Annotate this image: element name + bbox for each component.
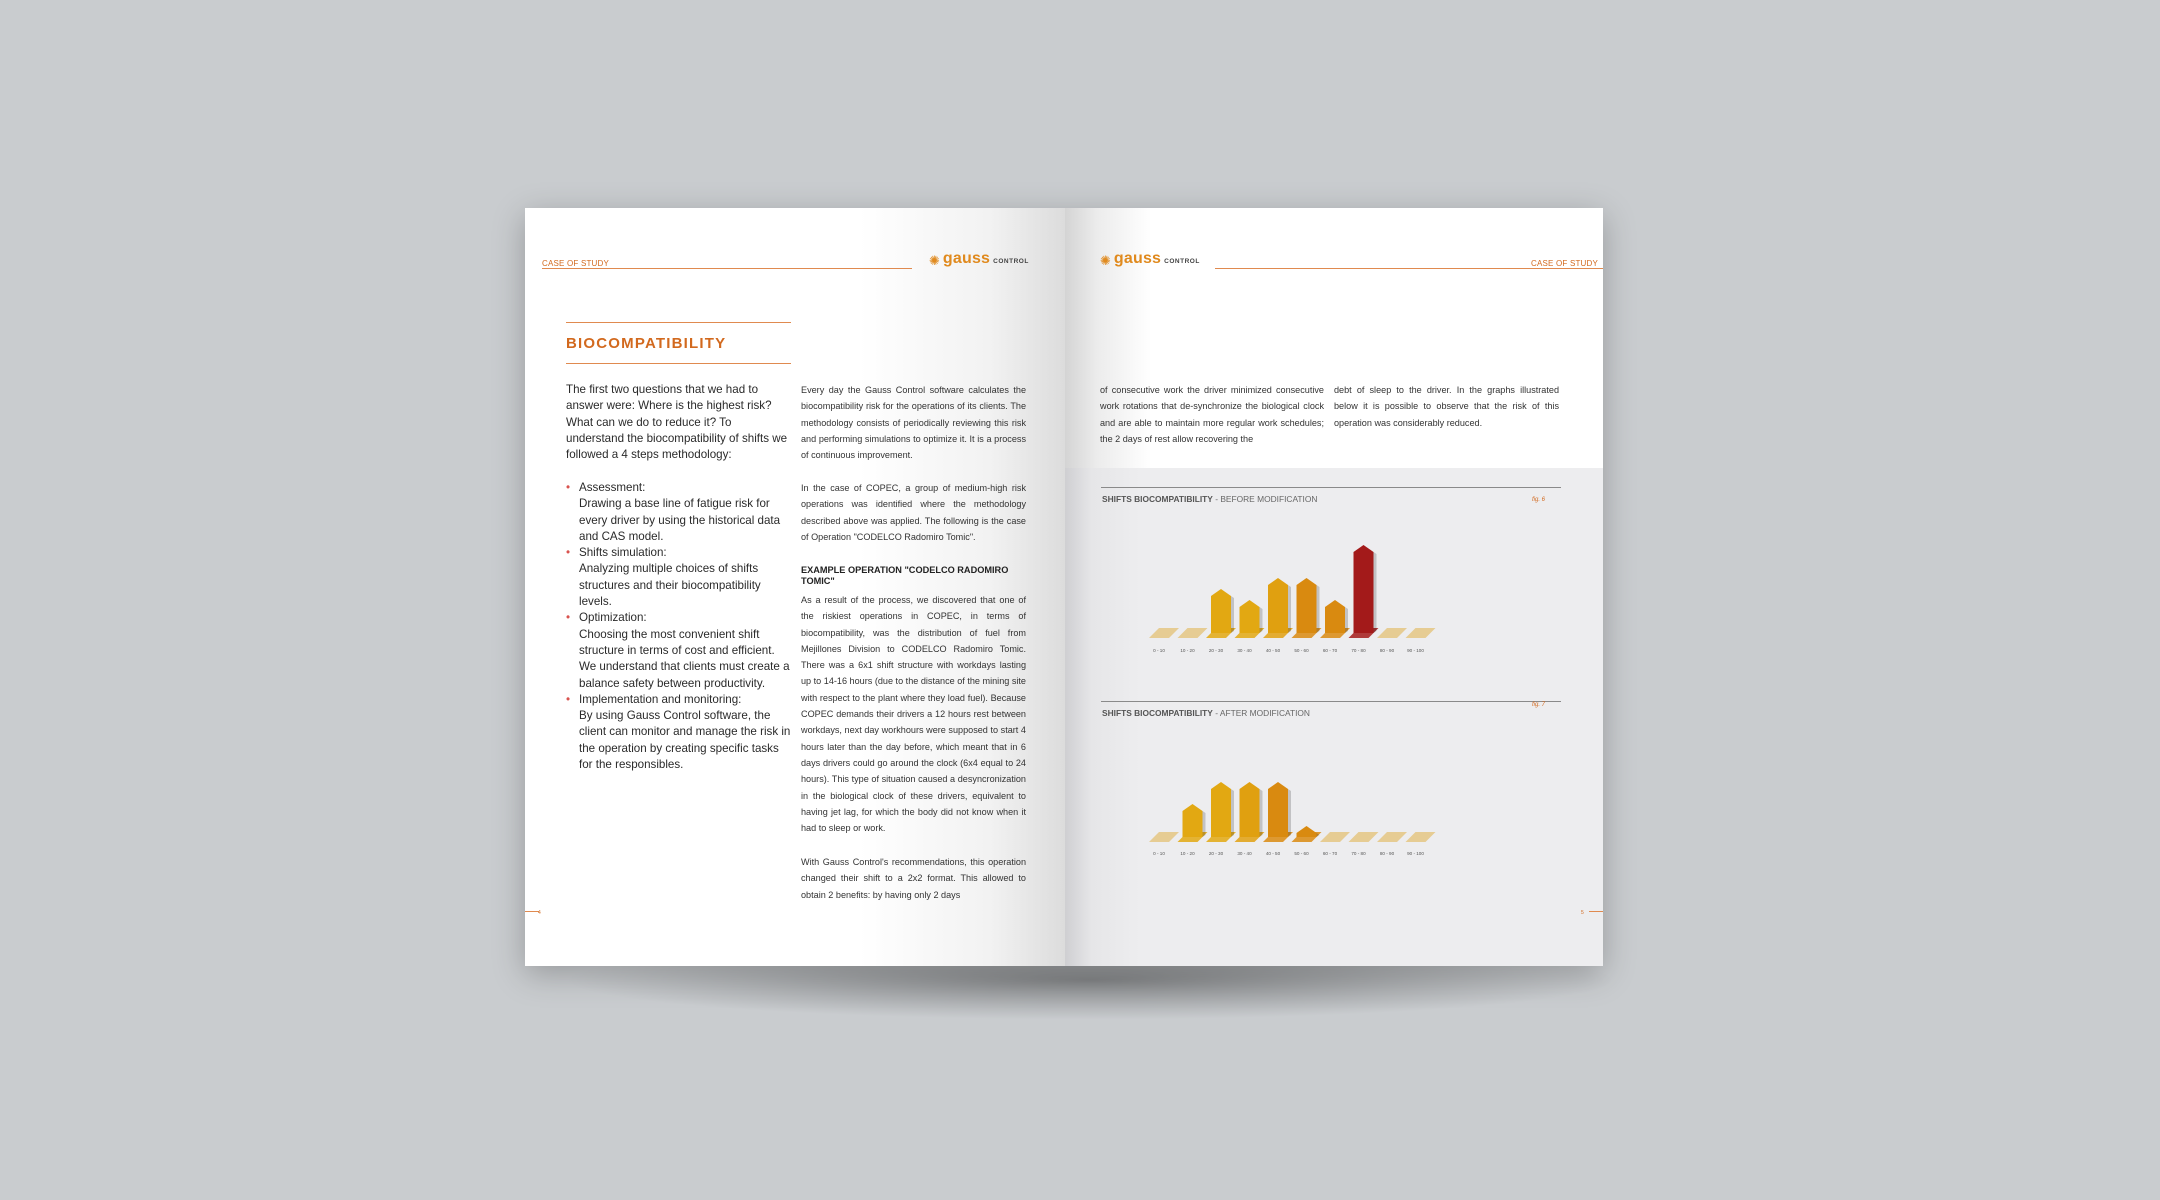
chart-bar: [1268, 782, 1288, 837]
chart2-title-rest: - AFTER MODIFICATION: [1212, 708, 1310, 718]
chart1-title-bold: SHIFTS BIOCOMPATIBILITY: [1102, 494, 1213, 504]
brochure-spread: [525, 208, 1603, 966]
chart-tick-label: 20 - 30: [1208, 851, 1224, 856]
right-col2-paragraph: debt of sleep to the driver. In the graphs illustrated below it is possible to observe that the risk of this operation was considerably reduced.: [1334, 385, 1559, 428]
list-item-body: Drawing a base line of fatigue risk for every driver by using the historical data and CAS model.: [579, 497, 781, 543]
right-page: [1065, 208, 1603, 966]
gauss-logo: [1100, 251, 1200, 267]
chart-floor-tile: [1406, 832, 1436, 842]
title-rule-bottom: [566, 363, 791, 364]
chart-bar: [1354, 545, 1374, 633]
chart2-fig-label: fig. 7: [1532, 702, 1546, 708]
col2-paragraph-3: As a result of the process, we discovered that one of the riskiest operations in COPEC, in terms of biocompatibility, was the distribution of fuel from Mejillones Division to CODELCO Radomiro Tomic. There was a 6x1 shift structure with workdays lasting up to 14-16 hours (due to the distance of the mining site with respect to the plant where they load fuel). Because COPEC demands their drivers a 12 hours rest between workdays, next day workhours were supposed to start 4 hours later than the day before, which meant that in 6 days drivers could go around the clock (6x4 equal to 24 hours). This type of situation caused a desyncronization in the biological clock of these drivers, equivalent to having jet lag, for which the body did not know when it had to sleep or work.: [801, 595, 1026, 834]
chart-floor-tile: [1377, 832, 1407, 842]
chart-tick-label: 90 - 100: [1407, 648, 1424, 653]
chart-tick-label: 40 - 50: [1265, 648, 1281, 653]
header-label: CASE OF STUDY: [1531, 259, 1599, 268]
chart1-title-rest: - BEFORE MODIFICATION: [1212, 494, 1318, 504]
col2-paragraph-2: In the case of COPEC, a group of medium-high risk operations was identified where the methodology described above was applied. The following is the case of Operation "CODELCO Radomiro Tomic".: [801, 483, 1026, 542]
chart-bar-side: [1203, 811, 1206, 837]
chart-bar-side: [1260, 607, 1263, 633]
chart-floor-tile: [1349, 832, 1379, 842]
chart-bar-side: [1231, 596, 1234, 633]
footer-rule: [1589, 911, 1603, 912]
logo-sub: CONTROL: [1164, 257, 1200, 265]
intro-paragraph: The first two questions that we had to answer were: Where is the highest risk? What can we do to reduce it? To understand the biocompatibility of shifts we followed a 4 steps methodology:: [566, 383, 788, 462]
bullet-icon: •: [566, 481, 571, 494]
section-title: BIOCOMPATIBILITY: [566, 335, 727, 352]
chart-tick-label: 90 - 100: [1407, 851, 1424, 856]
chart-tick-label: 60 - 70: [1322, 851, 1338, 856]
chart-tick-label: 60 - 70: [1322, 648, 1338, 653]
chart-bar: [1297, 578, 1317, 633]
left-page: [525, 208, 1065, 966]
chart2-title-bold: SHIFTS BIOCOMPATIBILITY: [1102, 708, 1213, 718]
chart-tick-label: 70 - 80: [1351, 851, 1366, 856]
chart2-title: [1102, 708, 1310, 718]
chart-bar-side: [1374, 552, 1377, 633]
chart-tick-label: 0 - 10: [1153, 851, 1165, 856]
chart-tick-label: 10 - 20: [1180, 648, 1195, 653]
bullet-icon: •: [566, 692, 571, 706]
list-item-head: Assessment:: [579, 481, 646, 494]
header-label: CASE OF STUDY: [542, 259, 610, 268]
chart-floor-tile: [1320, 832, 1350, 842]
list-item: [566, 610, 794, 691]
chart-bar-side: [1288, 789, 1291, 837]
list-item-body: Analyzing multiple choices of shifts structures and their biocompatibility levels.: [579, 562, 761, 609]
chart-floor-tile: [1406, 628, 1436, 638]
methodology-list: [566, 480, 794, 773]
list-item-body: Choosing the most convenient shift structure in terms of cost and efficient. We understand that clients must create a balance safety between productivity.: [579, 627, 790, 690]
logo-word: gauss: [1113, 250, 1162, 267]
chart-bar: [1183, 804, 1203, 837]
right-col1-paragraph: of consecutive work the driver minimized consecutive work rotations that de-synchronize the biological clock and are able to maintain more regular work schedules; the 2 days of rest allow recovering the: [1100, 385, 1324, 444]
chart-before: [1145, 528, 1475, 656]
list-item: [566, 545, 794, 610]
chart-tick-label: 20 - 30: [1208, 648, 1224, 653]
chart-tick-label: 40 - 50: [1265, 851, 1281, 856]
header-rule: [542, 268, 912, 269]
chart-bar: [1297, 826, 1317, 837]
list-item-head: Shifts simulation:: [579, 546, 667, 560]
chart-floor-tile: [1149, 628, 1179, 638]
list-item-head: Optimization:: [579, 611, 647, 625]
logo-sub: CONTROL: [993, 257, 1029, 265]
list-item: [566, 692, 794, 773]
header-rule: [1215, 268, 1603, 269]
footer-rule: [525, 911, 539, 912]
list-item-head: Implementation and monitoring:: [579, 692, 742, 706]
gauss-logo: [929, 251, 1029, 267]
page-number: 4: [538, 910, 541, 916]
chart-tick-label: 0 - 10: [1153, 648, 1165, 653]
bullet-icon: •: [566, 611, 571, 625]
chart-bar: [1240, 782, 1260, 837]
chart-bar: [1240, 600, 1260, 633]
logo-word: gauss: [942, 250, 991, 267]
chart-bar-side: [1317, 585, 1320, 633]
chart-tick-label: 70 - 80: [1351, 648, 1366, 653]
chart-tick-label: 30 - 40: [1237, 648, 1252, 653]
list-item-body: By using Gauss Control software, the client can monitor and manage the risk in the operation by creating specific tasks for the responsibles.: [579, 709, 791, 772]
sun-icon: ✺: [1100, 253, 1111, 268]
chart-bar: [1211, 782, 1231, 837]
chart-tick-label: 80 - 90: [1379, 851, 1395, 856]
chart1-title: [1102, 494, 1317, 504]
chart-tick-label: 80 - 90: [1379, 648, 1395, 653]
chart-bar-side: [1345, 607, 1348, 633]
bullet-icon: •: [566, 546, 571, 560]
chart-bar-side: [1288, 585, 1291, 633]
chart-after: [1145, 743, 1475, 858]
col2-paragraph-4: With Gauss Control's recommendations, this operation changed their shift to a 2x2 format. This allowed to obtain 2 benefits: by having only 2 days: [801, 857, 1026, 900]
page-number: 5: [1581, 910, 1584, 916]
chart-bar: [1325, 600, 1345, 633]
chart-floor-tile: [1377, 628, 1407, 638]
chart-bar-side: [1231, 789, 1234, 837]
chart1-rule: [1101, 487, 1561, 488]
example-subhead: EXAMPLE OPERATION "CODELCO RADOMIRO TOMIC": [801, 565, 1009, 586]
chart2-rule: [1101, 701, 1561, 702]
col2-paragraph-1: Every day the Gauss Control software calculates the biocompatibility risk for the operations of its clients. The methodology consists of periodically reviewing this risk and performing simulations to optimize it. It is a process of continuous improvement.: [801, 385, 1026, 461]
chart-bar: [1268, 578, 1288, 633]
title-rule-top: [566, 322, 791, 323]
list-item: [566, 480, 794, 545]
chart-tick-label: 30 - 40: [1237, 851, 1252, 856]
chart-tick-label: 50 - 60: [1294, 648, 1309, 653]
chart-floor-tile: [1149, 832, 1179, 842]
chart1-fig-label: fig. 6: [1532, 497, 1546, 503]
chart-bar-side: [1260, 789, 1263, 837]
chart-tick-label: 50 - 60: [1294, 851, 1309, 856]
chart-floor-tile: [1178, 628, 1208, 638]
sun-icon: ✺: [929, 253, 940, 268]
chart-bar: [1211, 589, 1231, 633]
chart-tick-label: 10 - 20: [1180, 851, 1195, 856]
